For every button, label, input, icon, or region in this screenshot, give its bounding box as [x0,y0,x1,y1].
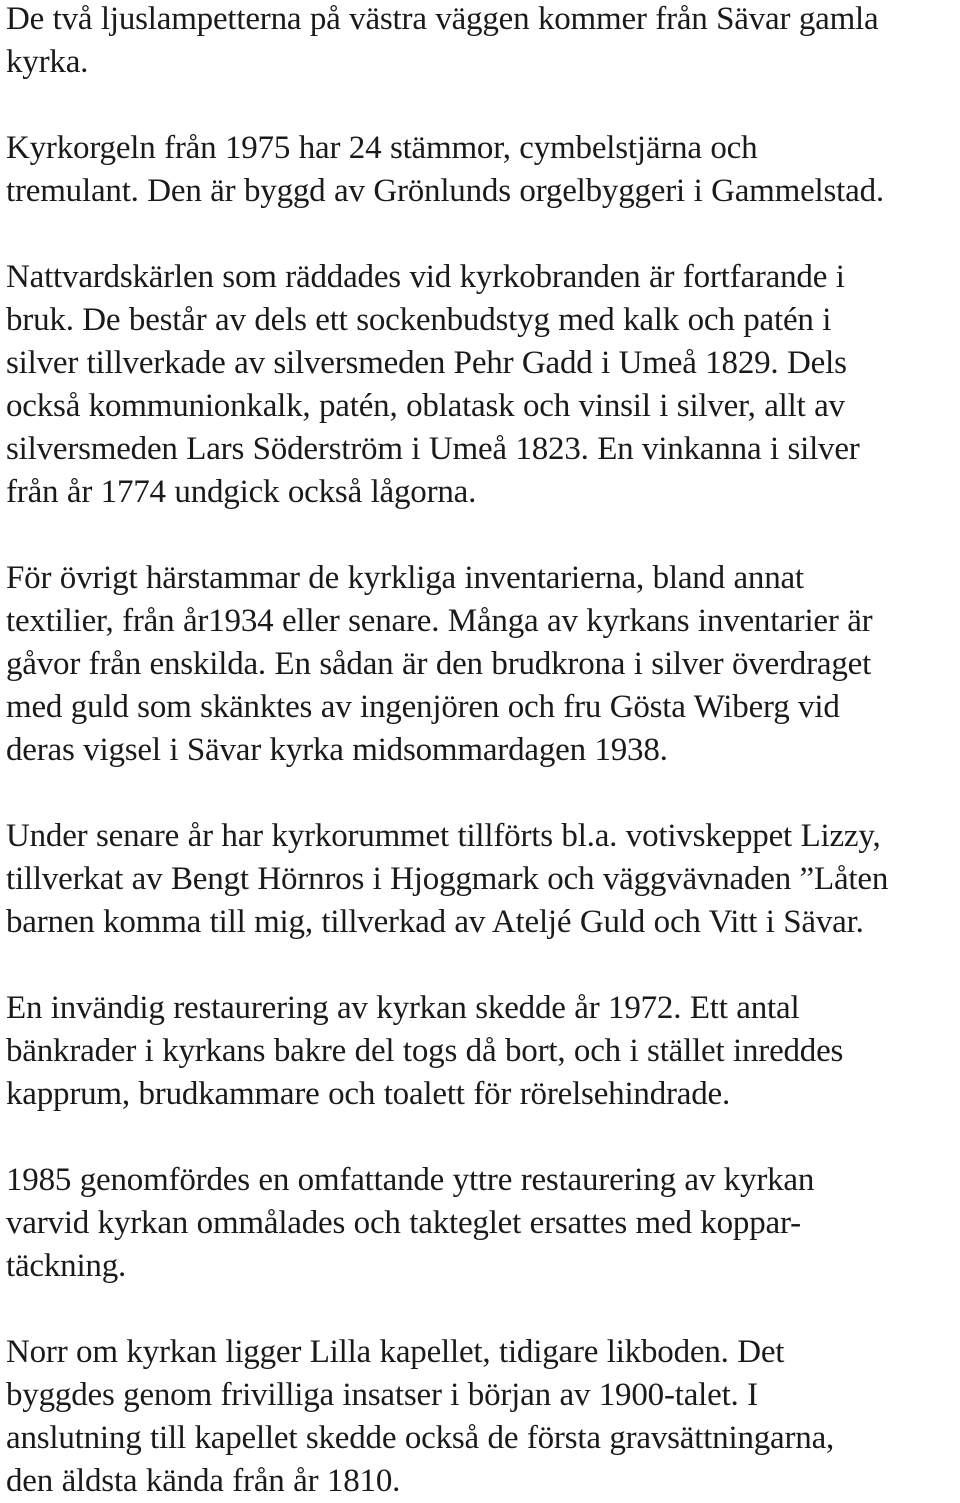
text-line: De två ljuslampetterna på västra väggen kommer från Sävar gamla [6,1,879,37]
text-line: tremulant. Den är byggd av Grönlunds orgelbyggeri i Gammelstad. [6,173,884,209]
text-line: kapprum, brudkammare och toalett för rörelsehindrade. [6,1076,731,1112]
text-line: bänkrader i kyrkans bakre del togs då bort, och i stället inreddes [6,1033,844,1069]
paragraph-exterior-restoration [6,1159,954,1288]
text-line: silversmeden Lars Söderström i Umeå 1823. En vinkanna i silver [6,431,860,467]
text-line: också kommunionkalk, patén, oblatask och vinsil i silver, allt av [6,388,845,424]
text-line: textilier, från år1934 eller senare. Många av kyrkans inventarier är [6,603,873,639]
paragraph-organ [6,127,954,213]
text-line: täckning. [6,1248,127,1284]
text-line: Norr om kyrkan ligger Lilla kapellet, tidigare likboden. Det [6,1334,785,1370]
text-line: För övrigt härstammar de kyrkliga inventarierna, bland annat [6,560,804,596]
text-line: deras vigsel i Sävar kyrka midsommardagen 1938. [6,732,668,768]
text-line: bruk. De består av dels ett sockenbudstyg med kalk och patén i [6,302,832,338]
text-line: tillverkat av Bengt Hörnros i Hjoggmark och väggvävnaden ”Låten [6,861,889,897]
text-line: Nattvardskärlen som räddades vid kyrkobranden är fortfarande i [6,259,845,295]
text-line: anslutning till kapellet skedde också de första gravsättningarna, [6,1420,835,1456]
paragraph-inventory [6,557,954,772]
text-line: den äldsta kända från år 1810. [6,1463,401,1499]
text-line: En invändig restaurering av kyrkan skedde år 1972. Ett antal [6,990,800,1026]
paragraph-recent-additions [6,815,954,944]
text-line: silver tillverkade av silversmeden Pehr Gadd i Umeå 1829. Dels [6,345,847,381]
text-line: Under senare år har kyrkorummet tillförts bl.a. votivskeppet Lizzy, [6,818,881,854]
paragraph-interior-restoration [6,987,954,1116]
text-line: byggdes genom frivilliga insatser i början av 1900-talet. I [6,1377,758,1413]
text-line: med guld som skänktes av ingenjören och fru Gösta Wiberg vid [6,689,840,725]
text-line: kyrka. [6,44,89,80]
text-line: 1985 genomfördes en omfattande yttre restaurering av kyrkan [6,1162,815,1198]
text-line: Kyrkorgeln från 1975 har 24 stämmor, cymbelstjärna och [6,130,758,166]
paragraph-light-fixtures [6,0,954,84]
paragraph-communion-vessels [6,256,954,514]
text-line: barnen komma till mig, tillverkad av Ateljé Guld och Vitt i Sävar. [6,904,864,940]
paragraph-chapel [6,1331,954,1503]
text-line: från år 1774 undgick också lågorna. [6,474,477,510]
text-line: gåvor från enskilda. En sådan är den brudkrona i silver överdraget [6,646,872,682]
text-line: varvid kyrkan ommålades och takteglet ersattes med koppar- [6,1205,801,1241]
